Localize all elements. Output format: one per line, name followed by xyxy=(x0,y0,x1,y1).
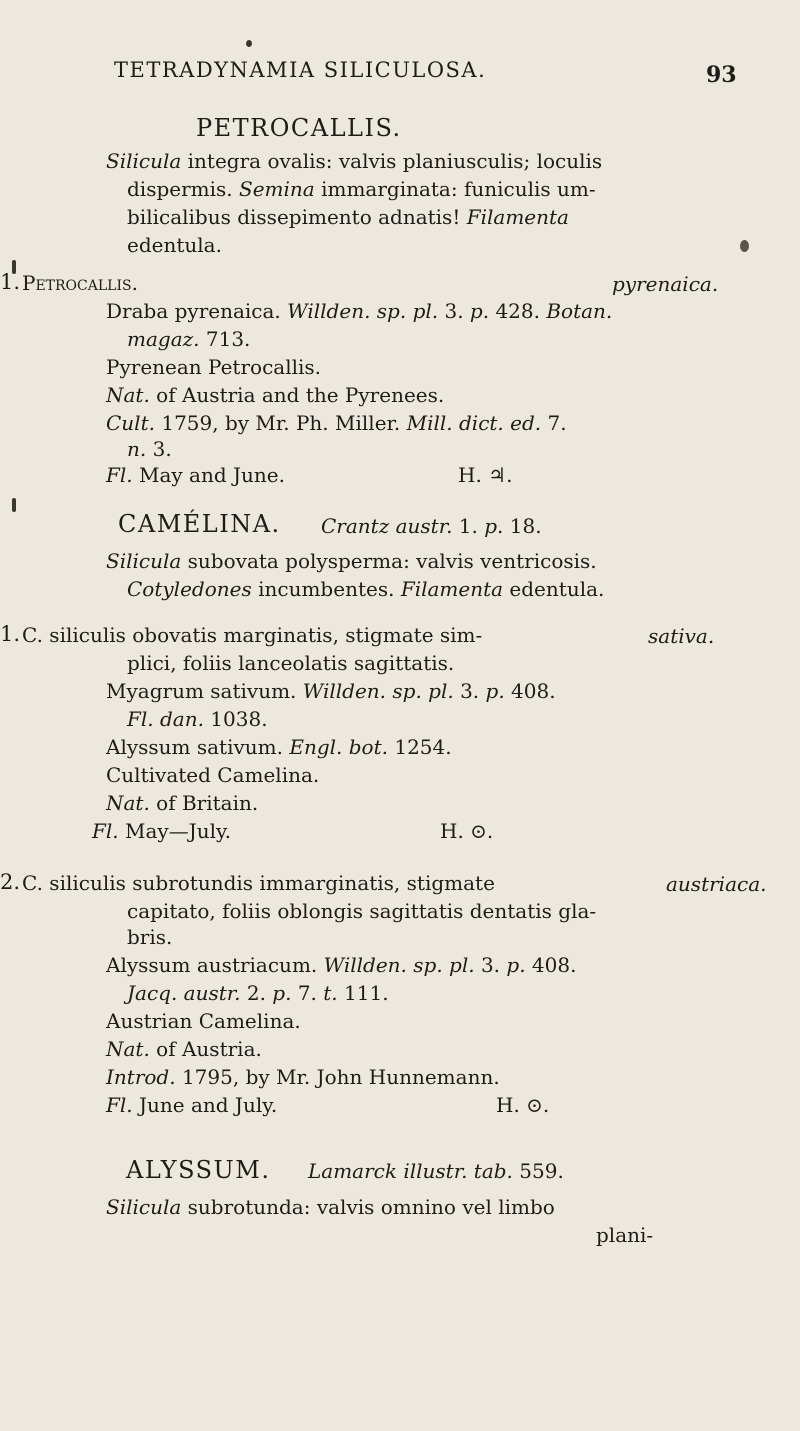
genus-title: ALYSSUM. xyxy=(126,1156,271,1184)
species-margin-name: pyrenaica. xyxy=(612,272,719,296)
print-speck xyxy=(246,40,252,47)
species-margin-name: austriaca. xyxy=(666,872,767,896)
species-margin-name: sativa. xyxy=(648,624,715,648)
genus-character-line: dispermis. Semina immarginata: funiculis um- xyxy=(127,177,596,201)
species-diagnosis: capitato, foliis oblongis sagittatis dentatis gla- xyxy=(127,899,597,923)
synonym-line: Fl. dan. 1038. xyxy=(127,707,268,731)
cultivation-line: n. 3. xyxy=(127,437,172,461)
habit-symbol: H. ⊙. xyxy=(496,1093,550,1117)
introduction-line: Introd. 1795, by Mr. John Hunnemann. xyxy=(106,1065,500,1089)
common-name: Austrian Camelina. xyxy=(106,1009,301,1033)
native-line: Nat. of Britain. xyxy=(106,791,259,815)
synonym-line: Jacq. austr. 2. p. 7. t. 111. xyxy=(127,981,389,1005)
print-speck xyxy=(12,498,16,512)
synonym-line: Draba pyrenaica. Willden. sp. pl. 3. p. 428. Botan. xyxy=(106,299,613,323)
species-diagnosis: bris. xyxy=(127,925,173,949)
genus-title: CAMÉLINA. xyxy=(118,510,281,538)
genus-character-line: Silicula integra ovalis: valvis planiusculis; loculis xyxy=(106,149,603,173)
flowering-line: Fl. May—July. xyxy=(92,819,231,843)
species-diagnosis: C. siliculis obovatis marginatis, stigmate sim- xyxy=(22,623,483,647)
synonym-line: Myagrum sativum. Willden. sp. pl. 3. p. 408. xyxy=(106,679,556,703)
genus-character-line: Silicula subrotunda: valvis omnino vel limbo xyxy=(106,1195,555,1219)
species-name: Petrocallis. xyxy=(22,271,138,295)
habit-symbol: H. ⊙. xyxy=(440,819,494,843)
flowering-line: Fl. May and June. xyxy=(106,463,285,487)
catchword: plani- xyxy=(596,1223,654,1247)
native-line: Nat. of Austria. xyxy=(106,1037,262,1061)
common-name: Cultivated Camelina. xyxy=(106,763,320,787)
synonym-line: Alyssum sativum. Engl. bot. 1254. xyxy=(106,735,452,759)
genus-character-line: Silicula subovata polysperma: valvis ventricosis. xyxy=(106,549,597,573)
print-speck xyxy=(740,240,749,252)
cultivation-line: Cult. 1759, by Mr. Ph. Miller. Mill. dict. ed. 7. xyxy=(106,411,567,435)
synonym-line: magaz. 713. xyxy=(127,327,251,351)
genus-character-line: edentula. xyxy=(127,233,222,257)
genus-character-line: Cotyledones incumbentes. Filamenta edentula. xyxy=(127,577,605,601)
running-title: TETRADYNAMIA SILICULOSA. xyxy=(114,58,487,82)
species-diagnosis: C. siliculis subrotundis immarginatis, stigmate xyxy=(22,871,495,895)
species-diagnosis: plici, foliis lanceolatis sagittatis. xyxy=(127,651,455,675)
page-number: 93 xyxy=(706,62,737,88)
genus-authority: Lamarck illustr. tab. 559. xyxy=(308,1159,564,1183)
synonym-line: Alyssum austriacum. Willden. sp. pl. 3. p. 408. xyxy=(106,953,577,977)
species-number: 2. xyxy=(0,870,21,894)
common-name: Pyrenean Petrocallis. xyxy=(106,355,321,379)
genus-authority: Crantz austr. 1. p. 18. xyxy=(321,514,542,538)
species-number: 1. xyxy=(0,270,21,294)
flowering-line: Fl. June and July. xyxy=(106,1093,278,1117)
genus-title: PETROCALLIS. xyxy=(196,114,402,142)
species-number: 1. xyxy=(0,622,21,646)
habit-symbol: H. ♃. xyxy=(458,463,513,487)
native-line: Nat. of Austria and the Pyrenees. xyxy=(106,383,445,407)
genus-character-line: bilicalibus dissepimento adnatis! Filamenta xyxy=(127,205,569,229)
